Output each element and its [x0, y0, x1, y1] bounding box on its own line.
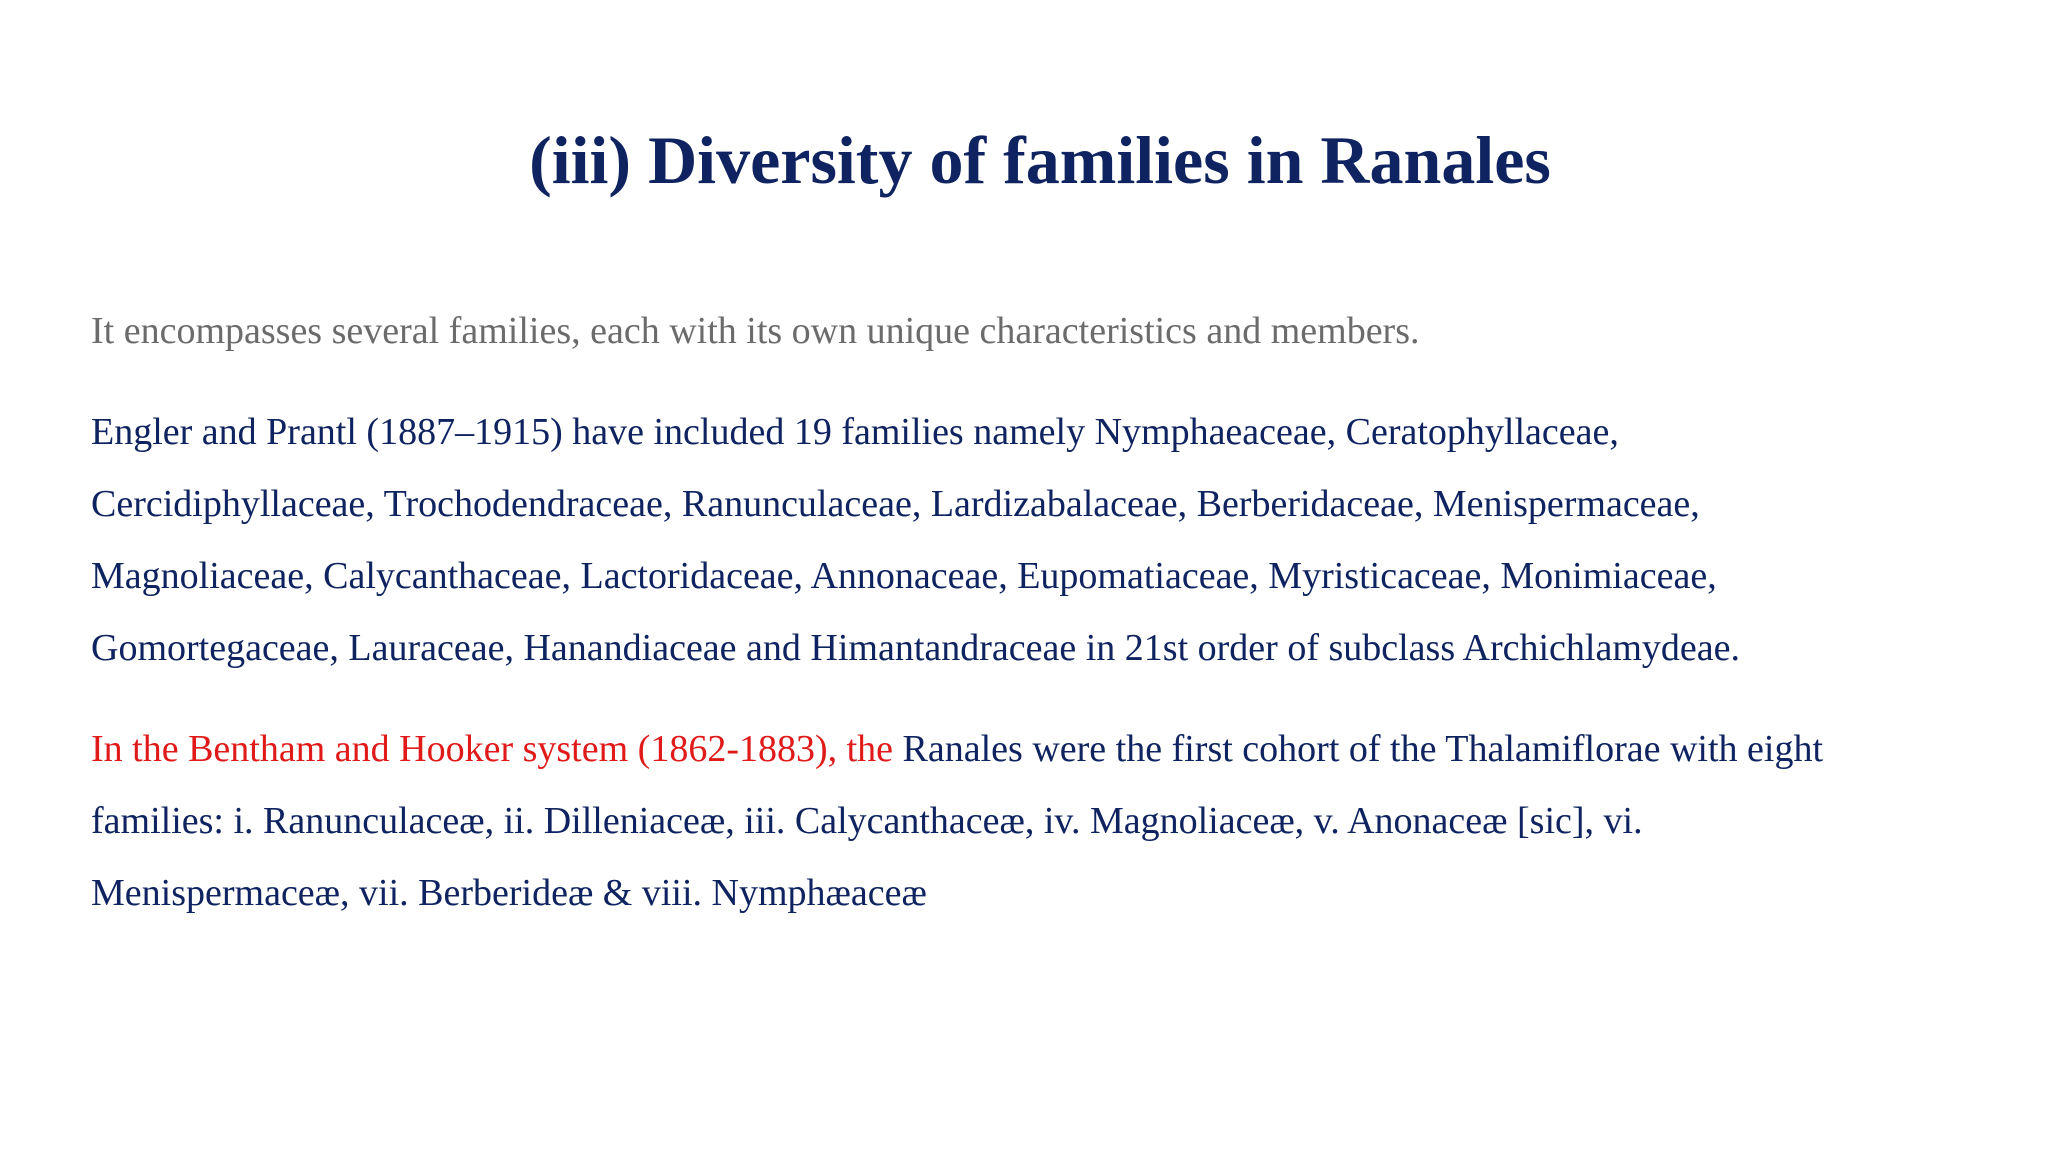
bentham-line-1 — [91, 713, 1991, 785]
bentham-line-3: Menispermaceæ, vii. Berberideæ & viii. Nymphæaceæ — [91, 872, 927, 914]
engler-line-1: Engler and Prantl (1887–1915) have included 19 families namely Nymphaeaceae, Ceratophyllaceae, — [91, 411, 1619, 453]
bentham-line-2: families: i. Ranunculaceæ, ii. Dilleniaceæ, iii. Calycanthaceæ, iv. Magnoliaceæ, v. Anonaceæ [sic], vi. — [91, 800, 1643, 842]
bentham-hooker-paragraph — [91, 713, 1991, 929]
engler-line-4: Gomortegaceae, Lauraceae, Hanandiaceae and Himantandraceae in 21st order of subclass Archichlamydeae. — [91, 627, 1740, 669]
engler-prantl-paragraph — [91, 396, 1991, 684]
bentham-line-1-rest: Ranales were the first cohort of the Thalamiflorae with eight — [893, 728, 1824, 770]
bentham-highlight-text: In the Bentham and Hooker system (1862-1883), the — [91, 728, 894, 770]
engler-line-2: Cercidiphyllaceae, Trochodendraceae, Ranunculaceae, Lardizabalaceae, Berberidaceae, Menispermaceae, — [91, 483, 1700, 525]
slide-title: (iii) Diversity of families in Ranales — [529, 122, 1551, 198]
slide-body — [91, 295, 1991, 958]
engler-line-3: Magnoliaceae, Calycanthaceae, Lactoridaceae, Annonaceae, Eupomatiaceae, Myristicaceae, Monimiaceae, — [91, 555, 1717, 597]
intro-paragraph: It encompasses several families, each with its own unique characteristics and members. — [91, 310, 1420, 352]
